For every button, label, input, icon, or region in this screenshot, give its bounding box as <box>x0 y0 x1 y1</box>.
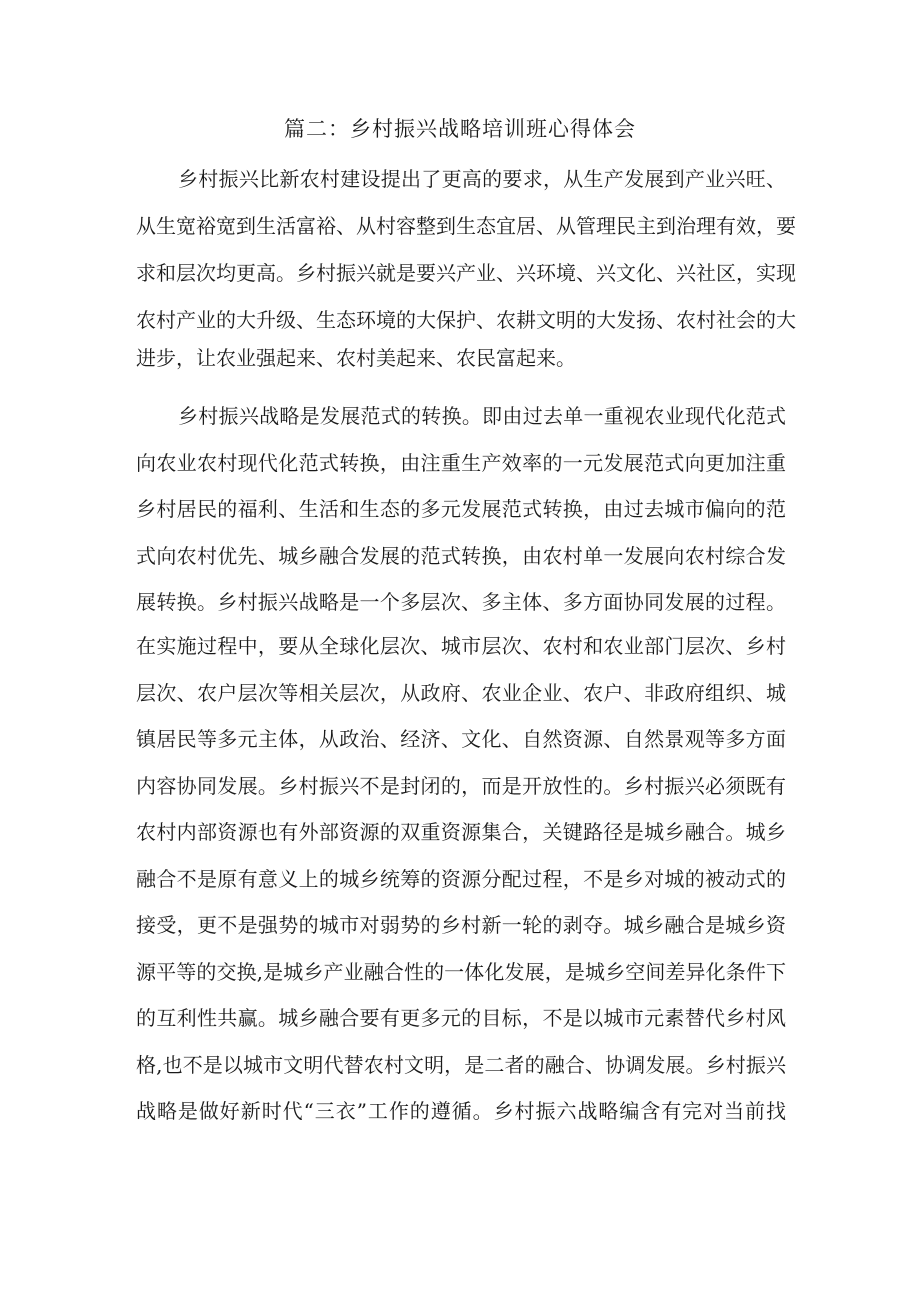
paragraph-2-line: 展转换。乡村振兴战略是一个多层次、多主体、多方面协同发展的过程。 <box>136 590 786 614</box>
paragraph-2-line: 格,也不是以城市文明代替农村文明，是二者的融合、协调发展。乡村振兴 <box>136 1053 786 1077</box>
paragraph-2-line: 向农业农村现代化范式转换，由注重生产效率的一元发展范式向更加注重 <box>136 451 786 475</box>
paragraph-2-line: 接受，更不是强势的城市对弱势的乡村新一轮的剥夺。城乡融合是城乡资 <box>136 913 786 937</box>
paragraph-2-line: 融合不是原有意义上的城乡统筹的资源分配过程，不是乡对城的被动式的 <box>136 867 786 891</box>
paragraph-2-line: 式向农村优先、城乡融合发展的范式转换，由农村单一发展向农村综合发 <box>136 544 786 568</box>
paragraph-2-line: 的互利性共赢。城乡融合要有更多元的目标，不是以城市元素替代乡村风 <box>136 1006 786 1030</box>
paragraph-2-line: 乡村居民的福利、生活和生态的多元发展范式转换，由过去城市偏向的范 <box>136 497 786 521</box>
paragraph-2-line: 源平等的交换,是城乡产业融合性的一体化发展，是城乡空间差异化条件下 <box>136 960 786 984</box>
paragraph-2-line: 内容协同发展。乡村振兴不是封闭的，而是开放性的。乡村振兴必须既有 <box>136 774 786 798</box>
paragraph-1-line: 从生宽裕宽到生活富裕、从村容整到生态宜居、从管理民主到治理有效，要 <box>136 214 796 238</box>
paragraph-2-line: 乡村振兴战略是发展范式的转换。即由过去单一重视农业现代化范式 <box>178 404 786 428</box>
paragraph-2-line: 战略是做好新时代“三衣”工作的遵循。乡村振六战略编含有完对当前找 <box>136 1099 786 1123</box>
paragraph-2-line: 在实施过程中，要从全球化层次、城市层次、农村和农业部门层次、乡村 <box>136 634 786 658</box>
paragraph-1-line: 求和层次均更高。乡村振兴就是要兴产业、兴环境、兴文化、兴社区，实现 <box>136 261 796 285</box>
document-title: 篇二：乡村振兴战略培训班心得体会 <box>284 117 636 141</box>
paragraph-1-line: 农村产业的大升级、生态环境的大保护、农耕文明的大发扬、农村社会的大 <box>136 308 796 332</box>
paragraph-2-line: 层次、农户层次等相关层次，从政府、农业企业、农户、非政府组织、城 <box>136 681 786 705</box>
paragraph-1-line: 乡村振兴比新农村建设提出了更高的要求，从生产发展到产业兴旺、 <box>178 167 786 191</box>
paragraph-2-line: 镇居民等多元主体，从政治、经济、文化、自然资源、自然景观等多方面 <box>136 727 786 751</box>
paragraph-1-line: 进步，让农业强起来、农村美起来、农民富起来。 <box>136 346 576 370</box>
paragraph-2-line: 农村内部资源也有外部资源的双重资源集合，关键路径是城乡融合。城乡 <box>136 820 786 844</box>
